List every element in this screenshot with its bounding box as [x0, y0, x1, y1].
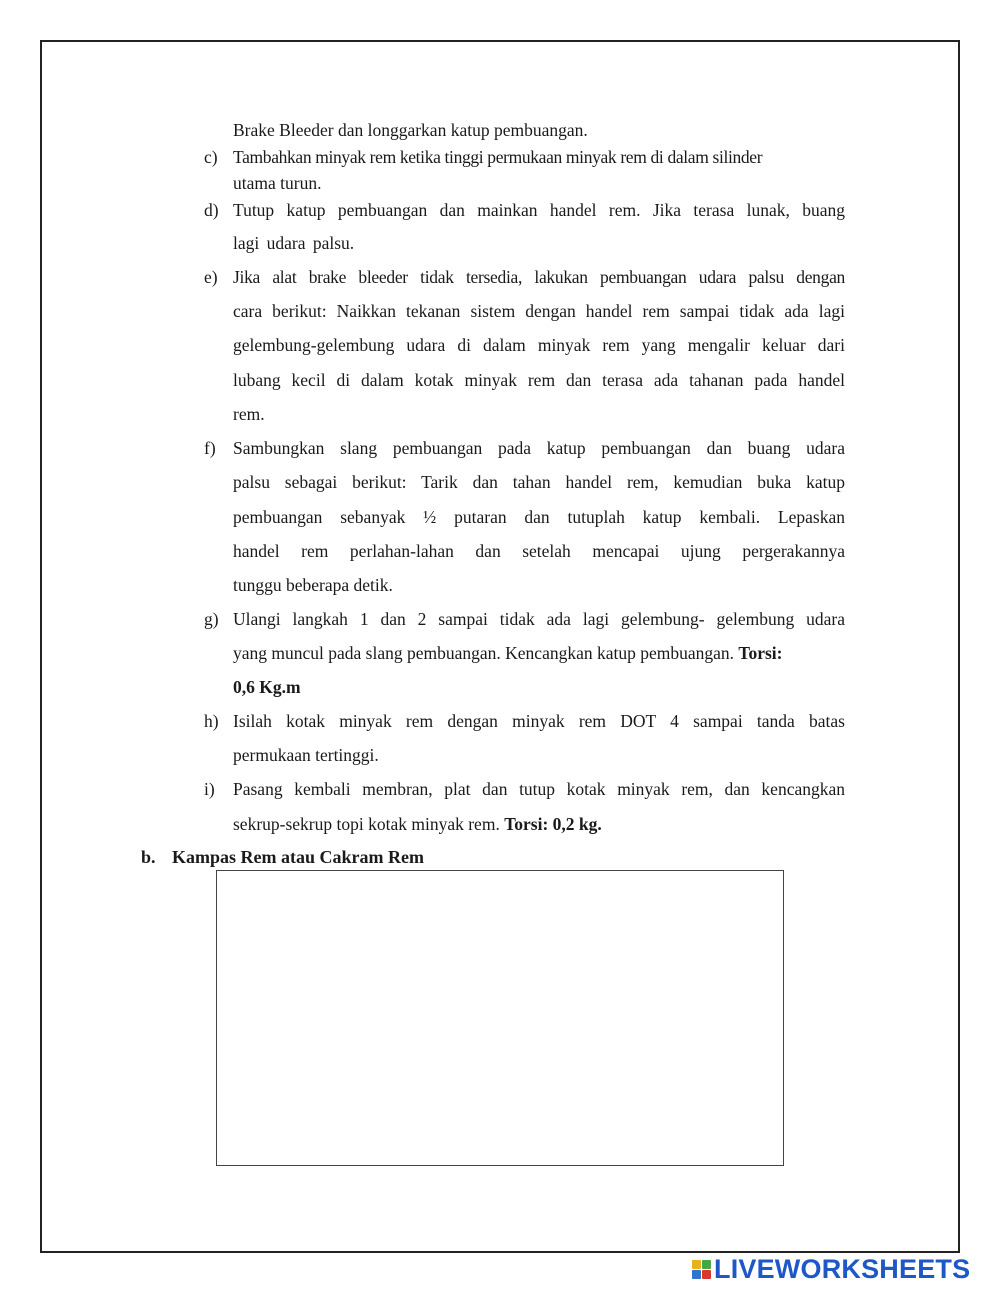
step-e-line-4: lubang kecil di dalam kotak minyak rem dan terasa ada tahanan pada handel — [233, 370, 845, 390]
step-e-line-2: cara berikut: Naikkan tekanan sistem dengan handel rem sampai tidak ada lagi — [233, 301, 845, 321]
logo-tile — [692, 1270, 701, 1279]
step-e-line-5: rem. — [233, 404, 265, 424]
step-d-marker: d) — [204, 200, 219, 220]
image-placeholder-box — [216, 870, 784, 1166]
step-f-line-5: tunggu beberapa detik. — [233, 575, 393, 595]
step-i-torque: Torsi: 0,2 kg. — [504, 814, 602, 834]
step-f-line-1: Sambungkan slang pembuangan pada katup pembuangan dan buang udara — [233, 438, 845, 458]
logo-tile — [702, 1270, 711, 1279]
step-i-marker: i) — [204, 779, 215, 799]
step-d-line-1: Tutup katup pembuangan dan mainkan handel rem. Jika terasa lunak, buang — [233, 200, 845, 220]
step-d-line-2: lagi udara palsu. — [233, 233, 355, 253]
liveworksheets-logo[interactable] — [692, 1254, 970, 1284]
step-i-line-2-text: sekrup-sekrup topi kotak minyak rem. — [233, 814, 500, 834]
step-c-line-1: Tambahkan minyak rem ketika tinggi permukaan minyak rem di dalam silinder — [233, 147, 763, 167]
step-h-line-1: Isilah kotak minyak rem dengan minyak rem DOT 4 sampai tanda batas — [233, 711, 845, 731]
step-e-marker: e) — [204, 267, 218, 287]
logo-tile — [702, 1260, 711, 1269]
step-f-line-2: palsu sebagai berikut: Tarik dan tahan handel rem, kemudian buka katup — [233, 472, 845, 492]
section-title: Kampas Rem atau Cakram Rem — [172, 847, 424, 867]
step-f-marker: f) — [204, 438, 216, 458]
step-f-line-4: handel rem perlahan-lahan dan setelah mencapai ujung pergerakannya — [233, 541, 845, 561]
step-e-line-1: Jika alat brake bleeder tidak tersedia, lakukan pembuangan udara palsu dengan — [233, 267, 845, 287]
step-c-line-2: utama turun. — [233, 173, 322, 193]
step-f-line-3: pembuangan sebanyak ½ putaran dan tutuplah katup kembali. Lepaskan — [233, 507, 845, 527]
step-g-line-2 — [233, 643, 783, 664]
step-h-line-2: permukaan tertinggi. — [233, 745, 379, 765]
section-label: b. — [141, 847, 156, 867]
step-g-line-2-text: yang muncul pada slang pembuangan. Kencangkan katup pembuangan. — [233, 643, 735, 663]
step-i-line-1: Pasang kembali membran, plat dan tutup kotak minyak rem, dan kencangkan — [233, 779, 845, 799]
logo-text: LIVEWORKSHEETS — [714, 1253, 971, 1284]
step-e-line-3: gelembung-gelembung udara di dalam minyak rem yang mengalir keluar dari — [233, 335, 845, 355]
step-g-torque-value: 0,6 Kg.m — [233, 677, 301, 697]
step-g-line-1: Ulangi langkah 1 dan 2 sampai tidak ada lagi gelembung- gelembung udara — [233, 609, 845, 629]
step-h-marker: h) — [204, 711, 219, 731]
step-g-torque-label: Torsi: — [738, 643, 783, 663]
continuation-line: Brake Bleeder dan longgarkan katup pembuangan. — [233, 120, 588, 140]
section-heading — [141, 847, 424, 868]
step-c-marker: c) — [204, 147, 218, 167]
logo-tiles-icon — [692, 1260, 711, 1279]
step-g-marker: g) — [204, 609, 219, 629]
step-i-line-2 — [233, 814, 602, 835]
logo-tile — [692, 1260, 701, 1269]
